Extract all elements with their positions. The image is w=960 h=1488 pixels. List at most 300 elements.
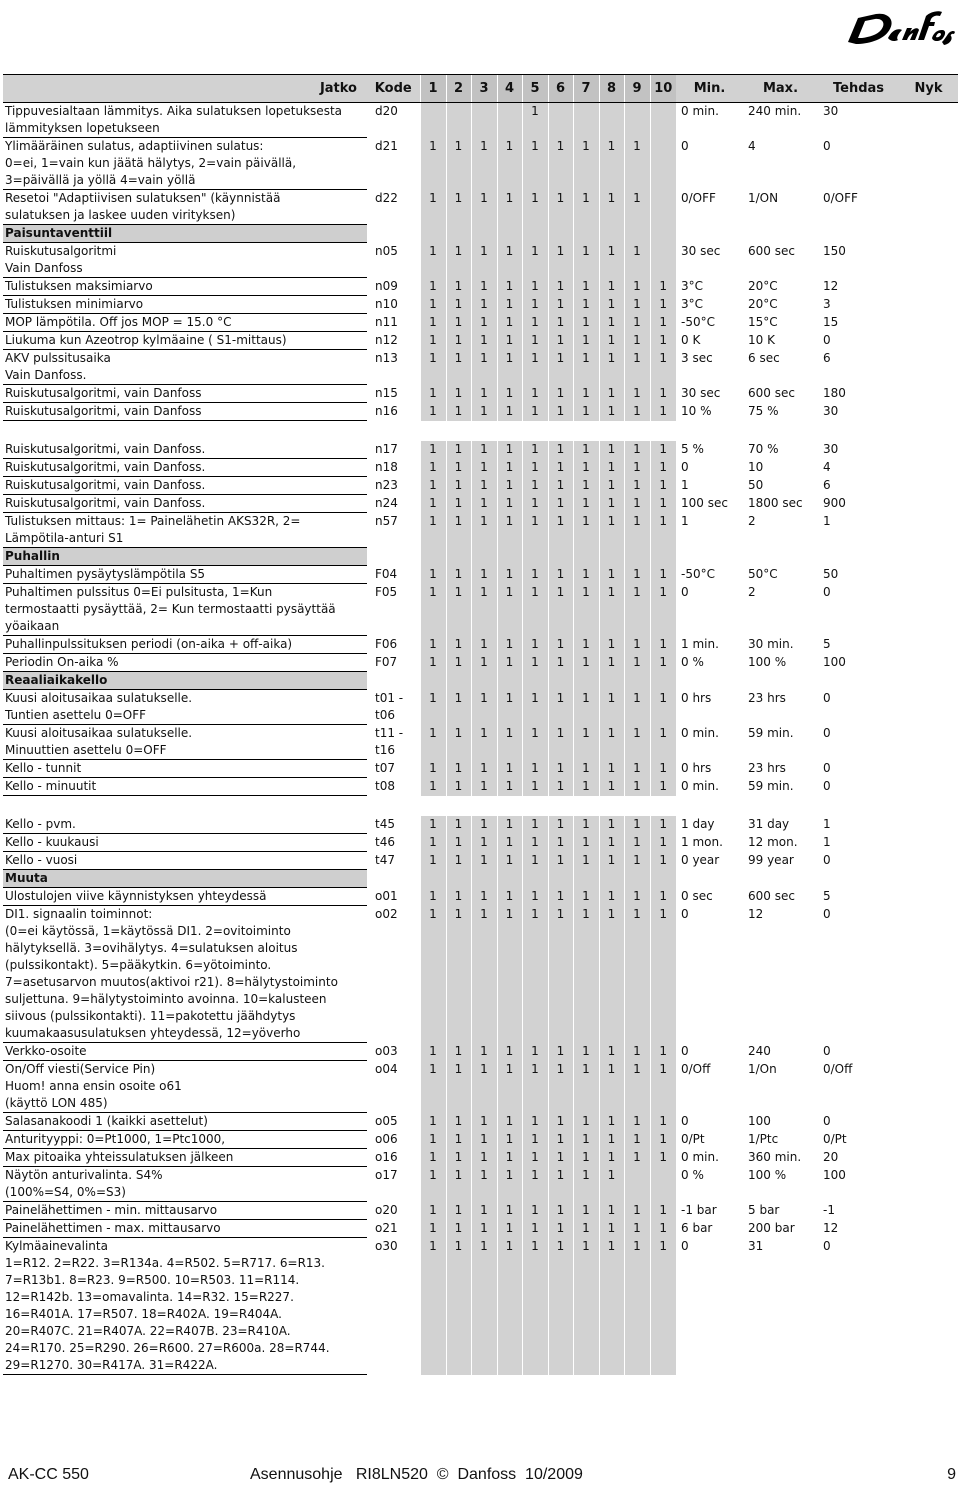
config-col-8-cell: 1 <box>599 1061 624 1113</box>
config-col-9-cell: 1 <box>624 138 650 190</box>
max-value: 23 hrs <box>748 690 786 705</box>
config-col-3-cell: 1 <box>471 1043 497 1061</box>
parameter-description: Ruiskutusalgoritmi, vain Danfoss. <box>3 441 367 459</box>
config-col-8-cell: 1 <box>599 1202 624 1220</box>
config-col-1-cell: 1 <box>420 906 446 1043</box>
config-col-8-cell: 1 <box>599 690 624 725</box>
config-col-10-cell: 1 <box>650 1202 676 1220</box>
config-col-1-cell: 1 <box>420 1167 446 1202</box>
config-col-2-cell: 1 <box>446 350 471 385</box>
config-col-5-cell: 1 <box>522 278 548 296</box>
config-col-6-cell: 1 <box>548 636 573 654</box>
config-col-7-cell: 1 <box>573 314 599 332</box>
parameter-description: DI1. signaalin toiminnot: (0=ei käytössä, 1=käytössä DI1. 2=ovitoiminto hälytyksellä. 3=ovihälytys. 4=sulatuksen aloitus (pulssikontakt). 5=pääkytkin. 6=yötoiminto. 7=asetusarvon muutos(aktivoi r21). 8=hälytystoiminto suljettuna. 9=hälytystoiminto avoinna. 10=kalusteen siivous (pulssikontakti). 11=pakotettu jäähdytys kuumakaasusulatuksen yhteydessä, 12=yöverho <box>3 906 367 1043</box>
current-value <box>899 1202 958 1220</box>
empty-cell <box>743 548 818 566</box>
max-value: 2 <box>748 584 756 599</box>
current-value <box>899 1220 958 1238</box>
config-col-1-cell: 1 <box>420 459 446 477</box>
config-col-7-cell: 1 <box>573 1220 599 1238</box>
config-col-1-cell: 1 <box>420 566 446 584</box>
config-col-1-cell: 1 <box>420 1061 446 1113</box>
table-row <box>3 584 958 636</box>
min-value: 1 mon. <box>681 834 723 849</box>
config-col-5-cell: 1 <box>522 584 548 636</box>
table-body <box>3 103 958 1375</box>
table-header-row <box>3 75 958 103</box>
factory-value: 5 <box>823 888 831 903</box>
config-col-3-cell: 1 <box>471 495 497 513</box>
config-col-1-cell: 1 <box>420 243 446 278</box>
config-col-4-cell: 1 <box>497 1043 522 1061</box>
config-col-3-cell: 1 <box>471 725 497 760</box>
empty-cell <box>497 548 522 566</box>
empty-cell <box>420 672 446 690</box>
current-value <box>899 906 958 1043</box>
config-col-3-cell: 1 <box>471 1220 497 1238</box>
config-col-8-cell: 1 <box>599 654 624 672</box>
config-col-7-cell: 1 <box>573 690 599 725</box>
config-col-2-cell: 1 <box>446 441 471 459</box>
empty-cell <box>420 870 446 888</box>
config-col-6-cell: 1 <box>548 332 573 350</box>
empty-cell <box>743 672 818 690</box>
factory-value: 0/OFF <box>823 190 858 205</box>
table-row <box>3 1238 958 1375</box>
config-col-5-cell: 1 <box>522 477 548 495</box>
table-row <box>3 314 958 332</box>
factory-value: 0/Pt <box>823 1131 847 1146</box>
config-col-1-cell: 1 <box>420 1149 446 1167</box>
empty-cell <box>676 225 743 243</box>
current-value <box>899 690 958 725</box>
max-value: 20°C <box>748 278 778 293</box>
config-col-8-cell: 1 <box>599 1131 624 1149</box>
section-title: Paisuntaventtiil <box>3 225 367 243</box>
parameter-description: Liukuma kun Azeotrop kylmäaine ( S1-mittaus) <box>3 332 367 350</box>
parameter-code: n09 <box>375 278 398 293</box>
config-col-5-cell: 1 <box>522 385 548 403</box>
table-row <box>3 190 958 225</box>
config-col-8-cell: 1 <box>599 584 624 636</box>
config-col-9-cell: 1 <box>624 834 650 852</box>
table-row <box>3 1113 958 1131</box>
config-col-9-cell: 1 <box>624 816 650 834</box>
current-value <box>899 584 958 636</box>
factory-value: 4 <box>823 459 831 474</box>
config-col-2-cell: 1 <box>446 690 471 725</box>
config-col-6-cell: 1 <box>548 495 573 513</box>
factory-value: 1 <box>823 513 831 528</box>
parameter-code: d22 <box>375 190 398 205</box>
config-col-7-cell: 1 <box>573 725 599 760</box>
factory-value: 0 <box>823 1043 831 1058</box>
parameter-code: o30 <box>375 1238 398 1253</box>
config-col-8-cell: 1 <box>599 778 624 796</box>
config-col-10-cell: 1 <box>650 1238 676 1375</box>
config-col-8-cell: 1 <box>599 906 624 1043</box>
min-value: -50°C <box>681 566 715 581</box>
empty-cell <box>420 225 446 243</box>
config-col-5-cell: 1 <box>522 138 548 190</box>
header-max: Max. <box>743 75 818 103</box>
config-col-6-cell: 1 <box>548 385 573 403</box>
config-col-2-cell: 1 <box>446 332 471 350</box>
empty-cell <box>573 225 599 243</box>
empty-cell <box>367 870 420 888</box>
section-header-row <box>3 870 958 888</box>
table-row <box>3 725 958 760</box>
config-col-2-cell: 1 <box>446 477 471 495</box>
factory-value: 30 <box>823 403 839 418</box>
config-col-10-cell: 1 <box>650 1131 676 1149</box>
empty-cell <box>497 672 522 690</box>
parameter-code: F04 <box>375 566 398 581</box>
config-col-9-cell: 1 <box>624 350 650 385</box>
empty-cell <box>624 870 650 888</box>
config-col-2-cell <box>446 103 471 138</box>
min-value: 0 <box>681 584 689 599</box>
current-value <box>899 495 958 513</box>
config-col-6-cell: 1 <box>548 278 573 296</box>
config-col-2-cell: 1 <box>446 852 471 870</box>
config-col-3-cell: 1 <box>471 906 497 1043</box>
factory-value: 900 <box>823 495 846 510</box>
factory-value: 6 <box>823 350 831 365</box>
config-col-4-cell: 1 <box>497 584 522 636</box>
current-value <box>899 1043 958 1061</box>
config-col-6-cell: 1 <box>548 1220 573 1238</box>
config-col-6-cell: 1 <box>548 690 573 725</box>
empty-cell <box>471 225 497 243</box>
current-value <box>899 852 958 870</box>
config-col-5-cell: 1 <box>522 654 548 672</box>
factory-value: 1 <box>823 834 831 849</box>
empty-cell <box>446 225 471 243</box>
config-col-1-cell: 1 <box>420 138 446 190</box>
config-col-10-cell: 1 <box>650 816 676 834</box>
header-col-7: 7 <box>573 75 599 103</box>
factory-value: 100 <box>823 654 846 669</box>
config-col-7-cell: 1 <box>573 477 599 495</box>
config-col-7-cell: 1 <box>573 1238 599 1375</box>
config-col-6-cell: 1 <box>548 725 573 760</box>
config-col-2-cell: 1 <box>446 778 471 796</box>
config-col-6-cell: 1 <box>548 566 573 584</box>
section-title: Reaaliaikakello <box>3 672 367 690</box>
factory-value: 30 <box>823 442 839 456</box>
config-col-1-cell: 1 <box>420 778 446 796</box>
current-value <box>899 332 958 350</box>
table-row <box>3 690 958 725</box>
factory-value: 0 <box>823 1238 831 1253</box>
parameter-code: t11 - t16 <box>375 725 404 757</box>
min-value: 100 sec <box>681 495 728 510</box>
parameter-table <box>3 74 958 1375</box>
empty-cell <box>548 548 573 566</box>
config-col-8-cell: 1 <box>599 636 624 654</box>
min-value: 3°C <box>681 278 704 293</box>
config-col-2-cell: 1 <box>446 495 471 513</box>
config-col-1-cell: 1 <box>420 1113 446 1131</box>
config-col-5-cell: 1 <box>522 296 548 314</box>
table-row <box>3 513 958 548</box>
config-col-5-cell: 1 <box>522 441 548 459</box>
config-col-3-cell: 1 <box>471 1167 497 1202</box>
max-value: 6 sec <box>748 350 780 365</box>
config-col-8-cell: 1 <box>599 495 624 513</box>
config-col-8-cell: 1 <box>599 441 624 459</box>
config-col-7-cell: 1 <box>573 1043 599 1061</box>
config-col-9-cell: 1 <box>624 725 650 760</box>
empty-cell <box>471 548 497 566</box>
config-col-8-cell: 1 <box>599 190 624 225</box>
config-col-5-cell: 1 <box>522 1061 548 1113</box>
config-col-9-cell: 1 <box>624 566 650 584</box>
config-col-4-cell: 1 <box>497 441 522 459</box>
config-col-2-cell: 1 <box>446 1113 471 1131</box>
parameter-code: n18 <box>375 459 398 474</box>
parameter-code: o03 <box>375 1043 398 1058</box>
config-col-7-cell: 1 <box>573 403 599 421</box>
config-col-10-cell: 1 <box>650 459 676 477</box>
config-col-1-cell: 1 <box>420 760 446 778</box>
parameter-description: Painelähettimen - max. mittausarvo <box>3 1220 367 1238</box>
min-value: 0 hrs <box>681 690 712 705</box>
config-col-2-cell: 1 <box>446 584 471 636</box>
table-row <box>3 495 958 513</box>
current-value <box>899 314 958 332</box>
config-col-3-cell: 1 <box>471 190 497 225</box>
config-col-8-cell: 1 <box>599 1149 624 1167</box>
factory-value: 0 <box>823 138 831 153</box>
parameter-code: o21 <box>375 1220 398 1235</box>
config-col-7-cell: 1 <box>573 566 599 584</box>
factory-value: 12 <box>823 1220 839 1235</box>
config-col-5-cell: 1 <box>522 403 548 421</box>
min-value: 0 min. <box>681 1149 719 1164</box>
footer-document-id: AK-CC 550 <box>8 1466 89 1483</box>
config-col-6-cell: 1 <box>548 852 573 870</box>
factory-value: 150 <box>823 243 846 258</box>
parameter-code: o01 <box>375 888 398 903</box>
config-col-3-cell: 1 <box>471 314 497 332</box>
footer-publication-info: Asennusohje RI8LN520 © Danfoss 10/2009 <box>250 1466 583 1483</box>
table-row <box>3 1220 958 1238</box>
table-row <box>3 852 958 870</box>
max-value: 100 % <box>748 1167 787 1182</box>
config-col-4-cell: 1 <box>497 888 522 906</box>
parameter-description: Ruiskutusalgoritmi Vain Danfoss <box>3 243 367 278</box>
current-value <box>899 1113 958 1131</box>
max-value: 59 min. <box>748 778 794 793</box>
config-col-5-cell: 1 <box>522 1220 548 1238</box>
table-row <box>3 778 958 796</box>
config-col-7-cell: 1 <box>573 654 599 672</box>
config-col-9-cell: 1 <box>624 690 650 725</box>
empty-cell <box>497 870 522 888</box>
parameter-code: t07 <box>375 760 395 775</box>
config-col-3-cell: 1 <box>471 296 497 314</box>
empty-cell <box>446 672 471 690</box>
config-col-7-cell: 1 <box>573 495 599 513</box>
min-value: 0/Pt <box>681 1131 705 1146</box>
config-col-1-cell: 1 <box>420 690 446 725</box>
empty-cell <box>676 870 743 888</box>
config-col-8-cell: 1 <box>599 1238 624 1375</box>
config-col-8-cell: 1 <box>599 296 624 314</box>
config-col-9-cell: 1 <box>624 513 650 548</box>
max-value: 1/ON <box>748 190 779 205</box>
parameter-description: Max pitoaika yhteissulatuksen jälkeen <box>3 1149 367 1167</box>
factory-value: 0 <box>823 906 831 921</box>
parameter-description: Painelähettimen - min. mittausarvo <box>3 1202 367 1220</box>
config-col-4-cell: 1 <box>497 834 522 852</box>
config-col-4-cell: 1 <box>497 1238 522 1375</box>
config-col-10-cell: 1 <box>650 690 676 725</box>
config-col-8-cell: 1 <box>599 1043 624 1061</box>
empty-cell <box>367 225 420 243</box>
table-row <box>3 1149 958 1167</box>
parameter-code: t01 - t06 <box>375 690 404 722</box>
empty-cell <box>599 225 624 243</box>
empty-cell <box>599 672 624 690</box>
config-col-5-cell: 1 <box>522 760 548 778</box>
config-col-8-cell: 1 <box>599 1220 624 1238</box>
config-col-7-cell: 1 <box>573 852 599 870</box>
config-col-6-cell: 1 <box>548 760 573 778</box>
config-col-3-cell: 1 <box>471 636 497 654</box>
min-value: 30 sec <box>681 385 721 400</box>
factory-value: 0 <box>823 690 831 705</box>
parameter-description: Ruiskutusalgoritmi, vain Danfoss. <box>3 495 367 513</box>
min-value: 0 <box>681 906 689 921</box>
config-col-4-cell: 1 <box>497 778 522 796</box>
config-col-4-cell: 1 <box>497 654 522 672</box>
empty-cell <box>899 225 958 243</box>
config-col-6-cell: 1 <box>548 350 573 385</box>
config-col-1-cell: 1 <box>420 477 446 495</box>
parameter-code: n13 <box>375 350 398 365</box>
config-col-1-cell: 1 <box>420 1043 446 1061</box>
config-col-8-cell: 1 <box>599 385 624 403</box>
min-value: 0 K <box>681 332 701 347</box>
empty-cell <box>471 672 497 690</box>
empty-cell <box>548 870 573 888</box>
parameter-code: n16 <box>375 403 398 418</box>
empty-cell <box>367 548 420 566</box>
table-row <box>3 760 958 778</box>
config-col-2-cell: 1 <box>446 1220 471 1238</box>
config-col-2-cell: 1 <box>446 1202 471 1220</box>
config-col-10-cell: 1 <box>650 1220 676 1238</box>
config-col-7-cell: 1 <box>573 459 599 477</box>
config-col-7-cell: 1 <box>573 350 599 385</box>
empty-cell <box>899 548 958 566</box>
table-row <box>3 1167 958 1202</box>
config-col-9-cell: 1 <box>624 459 650 477</box>
header-col-6: 6 <box>548 75 573 103</box>
config-col-2-cell: 1 <box>446 403 471 421</box>
config-col-6-cell: 1 <box>548 1238 573 1375</box>
config-col-2-cell: 1 <box>446 513 471 548</box>
table-row <box>3 459 958 477</box>
config-col-5-cell: 1 <box>522 459 548 477</box>
table-row <box>3 332 958 350</box>
factory-value: 0 <box>823 852 831 867</box>
parameter-code: t47 <box>375 852 395 867</box>
min-value: 1 day <box>681 817 715 831</box>
empty-cell <box>548 672 573 690</box>
config-col-8-cell: 1 <box>599 513 624 548</box>
config-col-4-cell: 1 <box>497 513 522 548</box>
empty-cell <box>446 548 471 566</box>
config-col-2-cell: 1 <box>446 760 471 778</box>
table-row <box>3 834 958 852</box>
config-col-10-cell: 1 <box>650 513 676 548</box>
empty-cell <box>624 672 650 690</box>
current-value <box>899 190 958 225</box>
config-col-1-cell: 1 <box>420 584 446 636</box>
min-value: 0 % <box>681 654 704 669</box>
min-value: 1 <box>681 477 689 492</box>
config-col-9-cell: 1 <box>624 906 650 1043</box>
config-col-10-cell: 1 <box>650 636 676 654</box>
current-value <box>899 725 958 760</box>
config-col-9-cell: 1 <box>624 495 650 513</box>
config-col-2-cell: 1 <box>446 314 471 332</box>
config-col-1-cell: 1 <box>420 403 446 421</box>
parameter-description: Puhallinpulssituksen periodi (on-aika + off-aika) <box>3 636 367 654</box>
config-col-8-cell: 1 <box>599 459 624 477</box>
config-col-3-cell: 1 <box>471 459 497 477</box>
config-col-9-cell: 1 <box>624 477 650 495</box>
config-col-10-cell: 1 <box>650 852 676 870</box>
empty-cell <box>676 548 743 566</box>
config-col-1-cell: 1 <box>420 1131 446 1149</box>
factory-value: 3 <box>823 296 831 311</box>
config-col-4-cell: 1 <box>497 566 522 584</box>
parameter-description: Kello - pvm. <box>3 816 367 834</box>
config-col-4-cell: 1 <box>497 906 522 1043</box>
current-value <box>899 138 958 190</box>
config-col-10-cell: 1 <box>650 584 676 636</box>
config-col-5-cell: 1 <box>522 725 548 760</box>
parameter-description: Periodin On-aika % <box>3 654 367 672</box>
config-col-9-cell: 1 <box>624 403 650 421</box>
parameter-code: o17 <box>375 1167 398 1182</box>
parameter-description: Ulostulojen viive käynnistyksen yhteydessä <box>3 888 367 906</box>
config-col-5-cell: 1 <box>522 690 548 725</box>
config-col-10-cell: 1 <box>650 1113 676 1131</box>
current-value <box>899 816 958 834</box>
config-col-3-cell: 1 <box>471 513 497 548</box>
min-value: 3°C <box>681 296 704 311</box>
config-col-2-cell: 1 <box>446 566 471 584</box>
config-col-1-cell: 1 <box>420 278 446 296</box>
min-value: 0/Off <box>681 1061 711 1076</box>
config-col-4-cell: 1 <box>497 332 522 350</box>
config-col-3-cell: 1 <box>471 778 497 796</box>
config-col-10-cell: 1 <box>650 332 676 350</box>
min-value: 0 <box>681 1238 689 1253</box>
config-col-4-cell: 1 <box>497 690 522 725</box>
parameter-code: o04 <box>375 1061 398 1076</box>
config-col-9-cell <box>624 103 650 138</box>
config-col-3-cell: 1 <box>471 1202 497 1220</box>
parameter-description: Ruiskutusalgoritmi, vain Danfoss. <box>3 459 367 477</box>
parameter-description: Näytön anturivalinta. S4% (100%=S4, 0%=S3) <box>3 1167 367 1202</box>
